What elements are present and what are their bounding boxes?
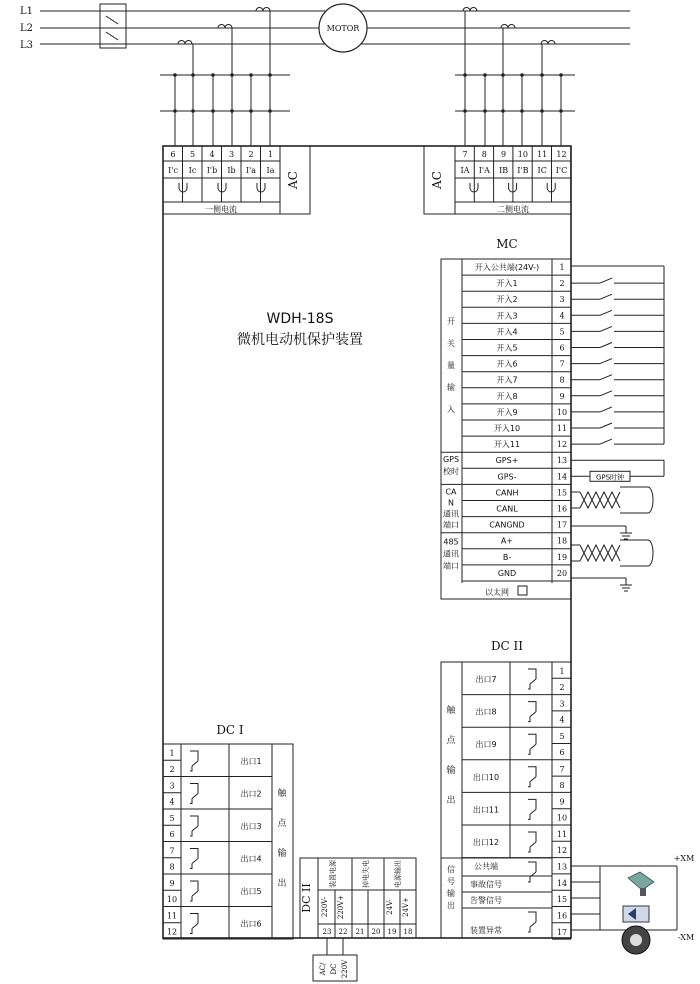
dc2-terminal-number: 8 bbox=[559, 780, 565, 790]
relay-contact-icon bbox=[528, 862, 536, 882]
power-terminal-number: 21 bbox=[355, 928, 365, 936]
ct-coil-icon bbox=[178, 41, 192, 44]
terminal-name: I'c bbox=[168, 166, 178, 175]
ethernet-port-icon bbox=[518, 586, 527, 595]
terminal-name: I'C bbox=[555, 166, 568, 175]
dc1-output-name: 出口5 bbox=[240, 887, 262, 896]
dc2-terminal-number: 10 bbox=[556, 813, 568, 823]
junction-dot bbox=[211, 73, 215, 77]
terminal-number: 2 bbox=[248, 150, 254, 159]
dc2-terminal-number: 14 bbox=[556, 878, 568, 888]
mc-terminal-number: 13 bbox=[556, 456, 568, 466]
power-terminal-number: 20 bbox=[371, 928, 381, 936]
mc-row-label: 开入5 bbox=[496, 343, 518, 353]
power-title: DC II bbox=[300, 883, 313, 913]
ac-left-caption: 一侧电流 bbox=[205, 205, 237, 214]
mc-row-label: 开入2 bbox=[496, 295, 518, 305]
signal-lamp-icon bbox=[622, 906, 650, 954]
switch-contact-icon bbox=[600, 407, 612, 412]
junction-dot bbox=[501, 109, 505, 113]
mc-terminal-number: 20 bbox=[556, 568, 568, 578]
motor-label: MOTOR bbox=[326, 24, 360, 33]
relay-contact-icon bbox=[528, 832, 536, 852]
relay-contact-icon bbox=[190, 849, 198, 869]
switch-contact-icon bbox=[600, 359, 612, 364]
phase-l2-label: L2 bbox=[20, 23, 34, 34]
mc-group-can: 端口 bbox=[443, 520, 459, 530]
terminal-number: 7 bbox=[462, 150, 468, 159]
dc2-terminal-number: 12 bbox=[556, 846, 568, 855]
dc2-output-name: 出口11 bbox=[472, 805, 500, 815]
dc1-terminal-number: 12 bbox=[166, 927, 178, 937]
relay-contact-icon bbox=[528, 734, 536, 754]
svg-text:入: 入 bbox=[447, 405, 455, 414]
mc-group-can: N bbox=[448, 498, 454, 508]
terminal-number: 5 bbox=[189, 150, 196, 159]
terminal-number: 10 bbox=[517, 150, 528, 159]
switch-contact-icon bbox=[600, 326, 612, 331]
ct-coil-icon bbox=[218, 25, 232, 29]
dc2-terminal-number: 13 bbox=[556, 862, 568, 872]
svg-text:出: 出 bbox=[277, 879, 287, 889]
svg-text:点: 点 bbox=[446, 736, 456, 746]
dc1-terminal-number: 8 bbox=[169, 862, 175, 872]
power-terminal-number: 18 bbox=[403, 928, 413, 936]
mc-group-485: 485 bbox=[443, 537, 459, 547]
dc2-terminal-number: 15 bbox=[556, 895, 568, 905]
mc-row-label: 开入3 bbox=[496, 311, 518, 321]
dc2-signal-group bbox=[447, 864, 455, 910]
mc-terminal-number: 15 bbox=[556, 488, 568, 498]
mc-row-label: 开入8 bbox=[496, 391, 518, 401]
junction-dot bbox=[249, 73, 253, 77]
dc1-terminal-number: 1 bbox=[169, 749, 175, 758]
ct-coil-icon bbox=[501, 25, 515, 29]
dc1-terminal-number: 4 bbox=[169, 797, 175, 807]
dc2-terminal-number: 7 bbox=[559, 764, 565, 774]
terminal-name: I'b bbox=[206, 166, 218, 175]
power-cell-label: 电源输出 bbox=[394, 860, 402, 888]
svg-text:输: 输 bbox=[447, 889, 455, 898]
switch-contact-icon bbox=[600, 294, 612, 299]
phase-l3-label: L3 bbox=[20, 40, 34, 51]
mc-row-label: GPS- bbox=[497, 472, 517, 482]
supply-label: DC bbox=[330, 963, 338, 975]
power-cell-polarity: 220V+ bbox=[337, 894, 345, 920]
terminal-name: IB bbox=[499, 166, 509, 175]
dc2-terminal-number: 6 bbox=[559, 748, 565, 758]
relay-contact-icon bbox=[190, 784, 198, 804]
mc-row-label: 开入4 bbox=[496, 327, 518, 337]
mc-terminal-number: 6 bbox=[559, 343, 565, 353]
junction-dot bbox=[559, 109, 563, 113]
supply-label: 220V bbox=[341, 959, 349, 979]
mc-group-485: 端口 bbox=[443, 561, 459, 571]
terminal-name: IA bbox=[460, 166, 470, 175]
dc1-output-name: 出口3 bbox=[240, 822, 262, 831]
switch-contact-icon bbox=[600, 423, 612, 428]
power-cell-polarity: 24V- bbox=[386, 899, 394, 915]
cable-shield-icon bbox=[620, 487, 653, 513]
dc1-output-name: 出口2 bbox=[240, 789, 262, 799]
mc-terminal-number: 11 bbox=[556, 424, 568, 433]
junction-dot bbox=[540, 109, 544, 113]
cable-shield-icon bbox=[620, 540, 653, 566]
mc-terminal-number: 5 bbox=[559, 327, 565, 337]
terminal-number: 8 bbox=[481, 150, 487, 159]
dc1-terminal-number: 10 bbox=[166, 895, 178, 904]
svg-text:输: 输 bbox=[446, 766, 456, 776]
power-cell-polarity: 24V+ bbox=[402, 897, 410, 917]
relay-contact-icon bbox=[528, 669, 536, 689]
relay-contact-icon bbox=[190, 751, 198, 771]
mc-terminal-number: 16 bbox=[556, 504, 568, 514]
terminal-name: Ib bbox=[227, 166, 236, 175]
power-cell-polarity: 220V- bbox=[321, 896, 329, 918]
relay-contact-icon bbox=[528, 912, 536, 932]
terminal-name: I'A bbox=[478, 166, 490, 175]
mc-terminal-number: 4 bbox=[559, 311, 565, 321]
dc1-title: DC I bbox=[216, 723, 244, 737]
dc2-output-name: 出口9 bbox=[475, 740, 497, 750]
terminal-name: IC bbox=[537, 166, 547, 175]
mc-terminal-number: 9 bbox=[559, 391, 565, 401]
mc-group-switch bbox=[447, 317, 455, 414]
terminal-number: 6 bbox=[170, 150, 176, 159]
dc2-terminal-number: 2 bbox=[559, 683, 565, 692]
device-name: 微机电动机保护装置 bbox=[237, 332, 363, 348]
dc2-terminal-number: 1 bbox=[559, 667, 565, 676]
mc-terminal-number: 19 bbox=[556, 552, 568, 562]
power-terminal-number: 23 bbox=[322, 928, 332, 936]
mc-terminal-number: 10 bbox=[556, 407, 568, 417]
power-terminal-number: 22 bbox=[338, 928, 348, 936]
minus-xm-label: -XM bbox=[677, 933, 695, 942]
svg-text:输: 输 bbox=[277, 849, 287, 859]
mc-group-gps: 校时 bbox=[443, 467, 459, 477]
dc1-terminal-number: 3 bbox=[169, 781, 175, 791]
junction-dot bbox=[249, 109, 253, 113]
junction-dot bbox=[268, 109, 272, 113]
dc1-terminal-number: 9 bbox=[169, 879, 175, 888]
dc2-terminal-number: 9 bbox=[559, 797, 565, 807]
switch-contact-icon bbox=[600, 310, 612, 315]
dc2-signal-name: 装置异常 bbox=[470, 926, 502, 935]
mc-row-label: 开入10 bbox=[493, 424, 521, 433]
dc2-terminal-number: 11 bbox=[556, 830, 568, 839]
device-model: WDH-18S bbox=[266, 311, 334, 327]
dc1-group bbox=[277, 787, 287, 889]
dc1-terminal-number: 2 bbox=[169, 765, 175, 774]
junction-dot bbox=[191, 109, 195, 113]
terminal-name: Ia bbox=[266, 166, 275, 175]
svg-text:号: 号 bbox=[447, 877, 455, 886]
relay-contact-icon bbox=[190, 881, 198, 901]
mc-group-can: CA bbox=[445, 487, 457, 497]
switch-contact-icon bbox=[600, 439, 612, 444]
relay-contact-icon bbox=[528, 702, 536, 722]
svg-text:信: 信 bbox=[447, 865, 455, 874]
switch-contact-icon bbox=[600, 375, 612, 380]
svg-text:关: 关 bbox=[447, 339, 455, 348]
ac-right-block bbox=[424, 146, 571, 214]
dc1-output-name: 出口6 bbox=[240, 919, 262, 929]
junction-dot bbox=[483, 109, 487, 113]
mc-row-label: 开入7 bbox=[496, 375, 518, 385]
svg-text:开: 开 bbox=[447, 317, 455, 326]
phase-l1-label: L1 bbox=[20, 6, 34, 17]
dc2-terminal-number: 16 bbox=[556, 911, 568, 921]
mc-group-can: 通讯 bbox=[443, 509, 459, 519]
terminal-number: 9 bbox=[501, 150, 507, 159]
relay-contact-icon bbox=[190, 816, 198, 836]
mc-terminal-number: 3 bbox=[559, 295, 565, 305]
mc-terminal-number: 2 bbox=[559, 279, 565, 289]
svg-text:出: 出 bbox=[447, 901, 455, 910]
mc-terminal-number: 7 bbox=[559, 359, 565, 369]
mc-row-label: CANL bbox=[496, 504, 518, 514]
switch-contact-icon bbox=[600, 278, 612, 283]
dc2-output-name: 出口8 bbox=[475, 707, 497, 717]
terminal-number: 3 bbox=[228, 150, 235, 159]
mc-row-label: CANGND bbox=[489, 520, 525, 530]
junction-dot bbox=[173, 73, 177, 77]
mc-group-gps: GPS bbox=[442, 455, 460, 465]
relay-contact-icon bbox=[528, 799, 536, 819]
mc-row-label: GND bbox=[497, 568, 517, 578]
switch-contact-icon bbox=[600, 391, 612, 396]
power-cell-label: 装置电源 bbox=[329, 860, 337, 888]
dc2-output-name: 出口12 bbox=[472, 838, 500, 847]
dc2-signal-name: 事故信号 bbox=[470, 880, 502, 889]
terminal-number: 11 bbox=[537, 150, 548, 159]
svg-text:点: 点 bbox=[277, 819, 287, 829]
twisted-pair-icon bbox=[580, 545, 620, 561]
wire bbox=[106, 32, 118, 40]
svg-text:输: 输 bbox=[447, 383, 455, 392]
mc-row-label: A+ bbox=[500, 536, 514, 546]
dc1-output-name: 出口4 bbox=[240, 854, 262, 864]
svg-text:触: 触 bbox=[446, 706, 456, 716]
junction-dot bbox=[483, 73, 487, 77]
terminal-name: I'a bbox=[245, 166, 257, 175]
alarm-horn-icon bbox=[628, 872, 654, 896]
mc-terminal-number: 8 bbox=[559, 375, 565, 385]
dc2-terminal-number: 4 bbox=[559, 715, 565, 725]
ac-right-label: AC bbox=[430, 171, 444, 189]
mc-row-label: 开入9 bbox=[496, 407, 518, 417]
dc1-terminal-number: 11 bbox=[166, 911, 178, 921]
mc-row-label: B- bbox=[502, 552, 512, 562]
dc1-terminal-number: 5 bbox=[169, 814, 175, 823]
mc-row-label: GPS+ bbox=[495, 456, 519, 466]
dc2-terminal-number: 17 bbox=[556, 927, 568, 937]
switch-contact-icon bbox=[600, 343, 612, 348]
svg-text:量: 量 bbox=[447, 361, 455, 370]
mc-terminal-number: 18 bbox=[556, 536, 568, 546]
dc2-output-name: 出口7 bbox=[475, 675, 497, 684]
terminal-number: 12 bbox=[556, 150, 567, 159]
dc2-title: DC II bbox=[490, 639, 524, 653]
ac-left-label: AC bbox=[286, 171, 300, 189]
ethernet-label: 以太网 bbox=[485, 588, 509, 597]
mc-terminal-number: 14 bbox=[556, 472, 568, 482]
mc-row-label: 开入1 bbox=[496, 279, 518, 289]
svg-text:触: 触 bbox=[277, 789, 287, 799]
power-cell-label: 掉电失电 bbox=[362, 860, 370, 888]
terminal-name: Ic bbox=[188, 166, 197, 175]
ct-coil-icon bbox=[541, 41, 555, 44]
junction-dot bbox=[559, 73, 563, 77]
mc-group-485: 通讯 bbox=[443, 549, 459, 559]
supply-label: AC/ bbox=[319, 962, 327, 976]
twisted-pair-icon bbox=[580, 492, 620, 508]
mc-terminal-number: 12 bbox=[556, 440, 568, 450]
relay-contact-icon bbox=[528, 767, 536, 787]
junction-dot bbox=[520, 73, 524, 77]
junction-dot bbox=[211, 109, 215, 113]
dc2-terminal-number: 3 bbox=[559, 699, 565, 709]
dc1-output-name: 出口1 bbox=[240, 757, 262, 766]
mc-row-label: CANH bbox=[495, 488, 519, 498]
junction-dot bbox=[173, 109, 177, 113]
mc-title: MC bbox=[496, 237, 518, 251]
svg-text:出: 出 bbox=[446, 796, 456, 806]
dc1-terminal-number: 7 bbox=[169, 846, 175, 856]
power-terminal-number: 19 bbox=[387, 928, 397, 936]
terminal-number: 1 bbox=[267, 150, 274, 159]
mc-terminal-number: 17 bbox=[556, 520, 568, 530]
dc2-signal-name: 公共端 bbox=[474, 862, 498, 871]
ct-coil-icon bbox=[256, 8, 270, 11]
wire bbox=[106, 16, 118, 24]
ac-right-caption: 二侧电流 bbox=[497, 205, 529, 214]
junction-dot bbox=[230, 109, 234, 113]
mc-row-label: 开入公共端(24V-) bbox=[474, 263, 540, 272]
dc1-terminal-number: 6 bbox=[169, 830, 175, 839]
dc2-signal-name: 告警信号 bbox=[470, 896, 502, 905]
plus-xm-label: +XM bbox=[673, 854, 695, 863]
terminal-name: I'B bbox=[517, 166, 529, 175]
junction-dot bbox=[463, 109, 467, 113]
ct-coil-icon bbox=[463, 8, 477, 11]
dc2-terminal-number: 5 bbox=[559, 732, 565, 742]
mc-row-label: 开入11 bbox=[493, 440, 521, 450]
dc2-group bbox=[446, 704, 456, 806]
relay-contact-icon bbox=[190, 914, 198, 934]
junction-dot bbox=[520, 109, 524, 113]
mc-terminal-number: 1 bbox=[559, 263, 565, 272]
terminal-number: 4 bbox=[209, 150, 215, 159]
gps-clock-label: GPS时钟 bbox=[595, 473, 625, 482]
dc2-output-name: 出口10 bbox=[472, 772, 500, 782]
mc-row-label: 开入6 bbox=[496, 359, 518, 369]
